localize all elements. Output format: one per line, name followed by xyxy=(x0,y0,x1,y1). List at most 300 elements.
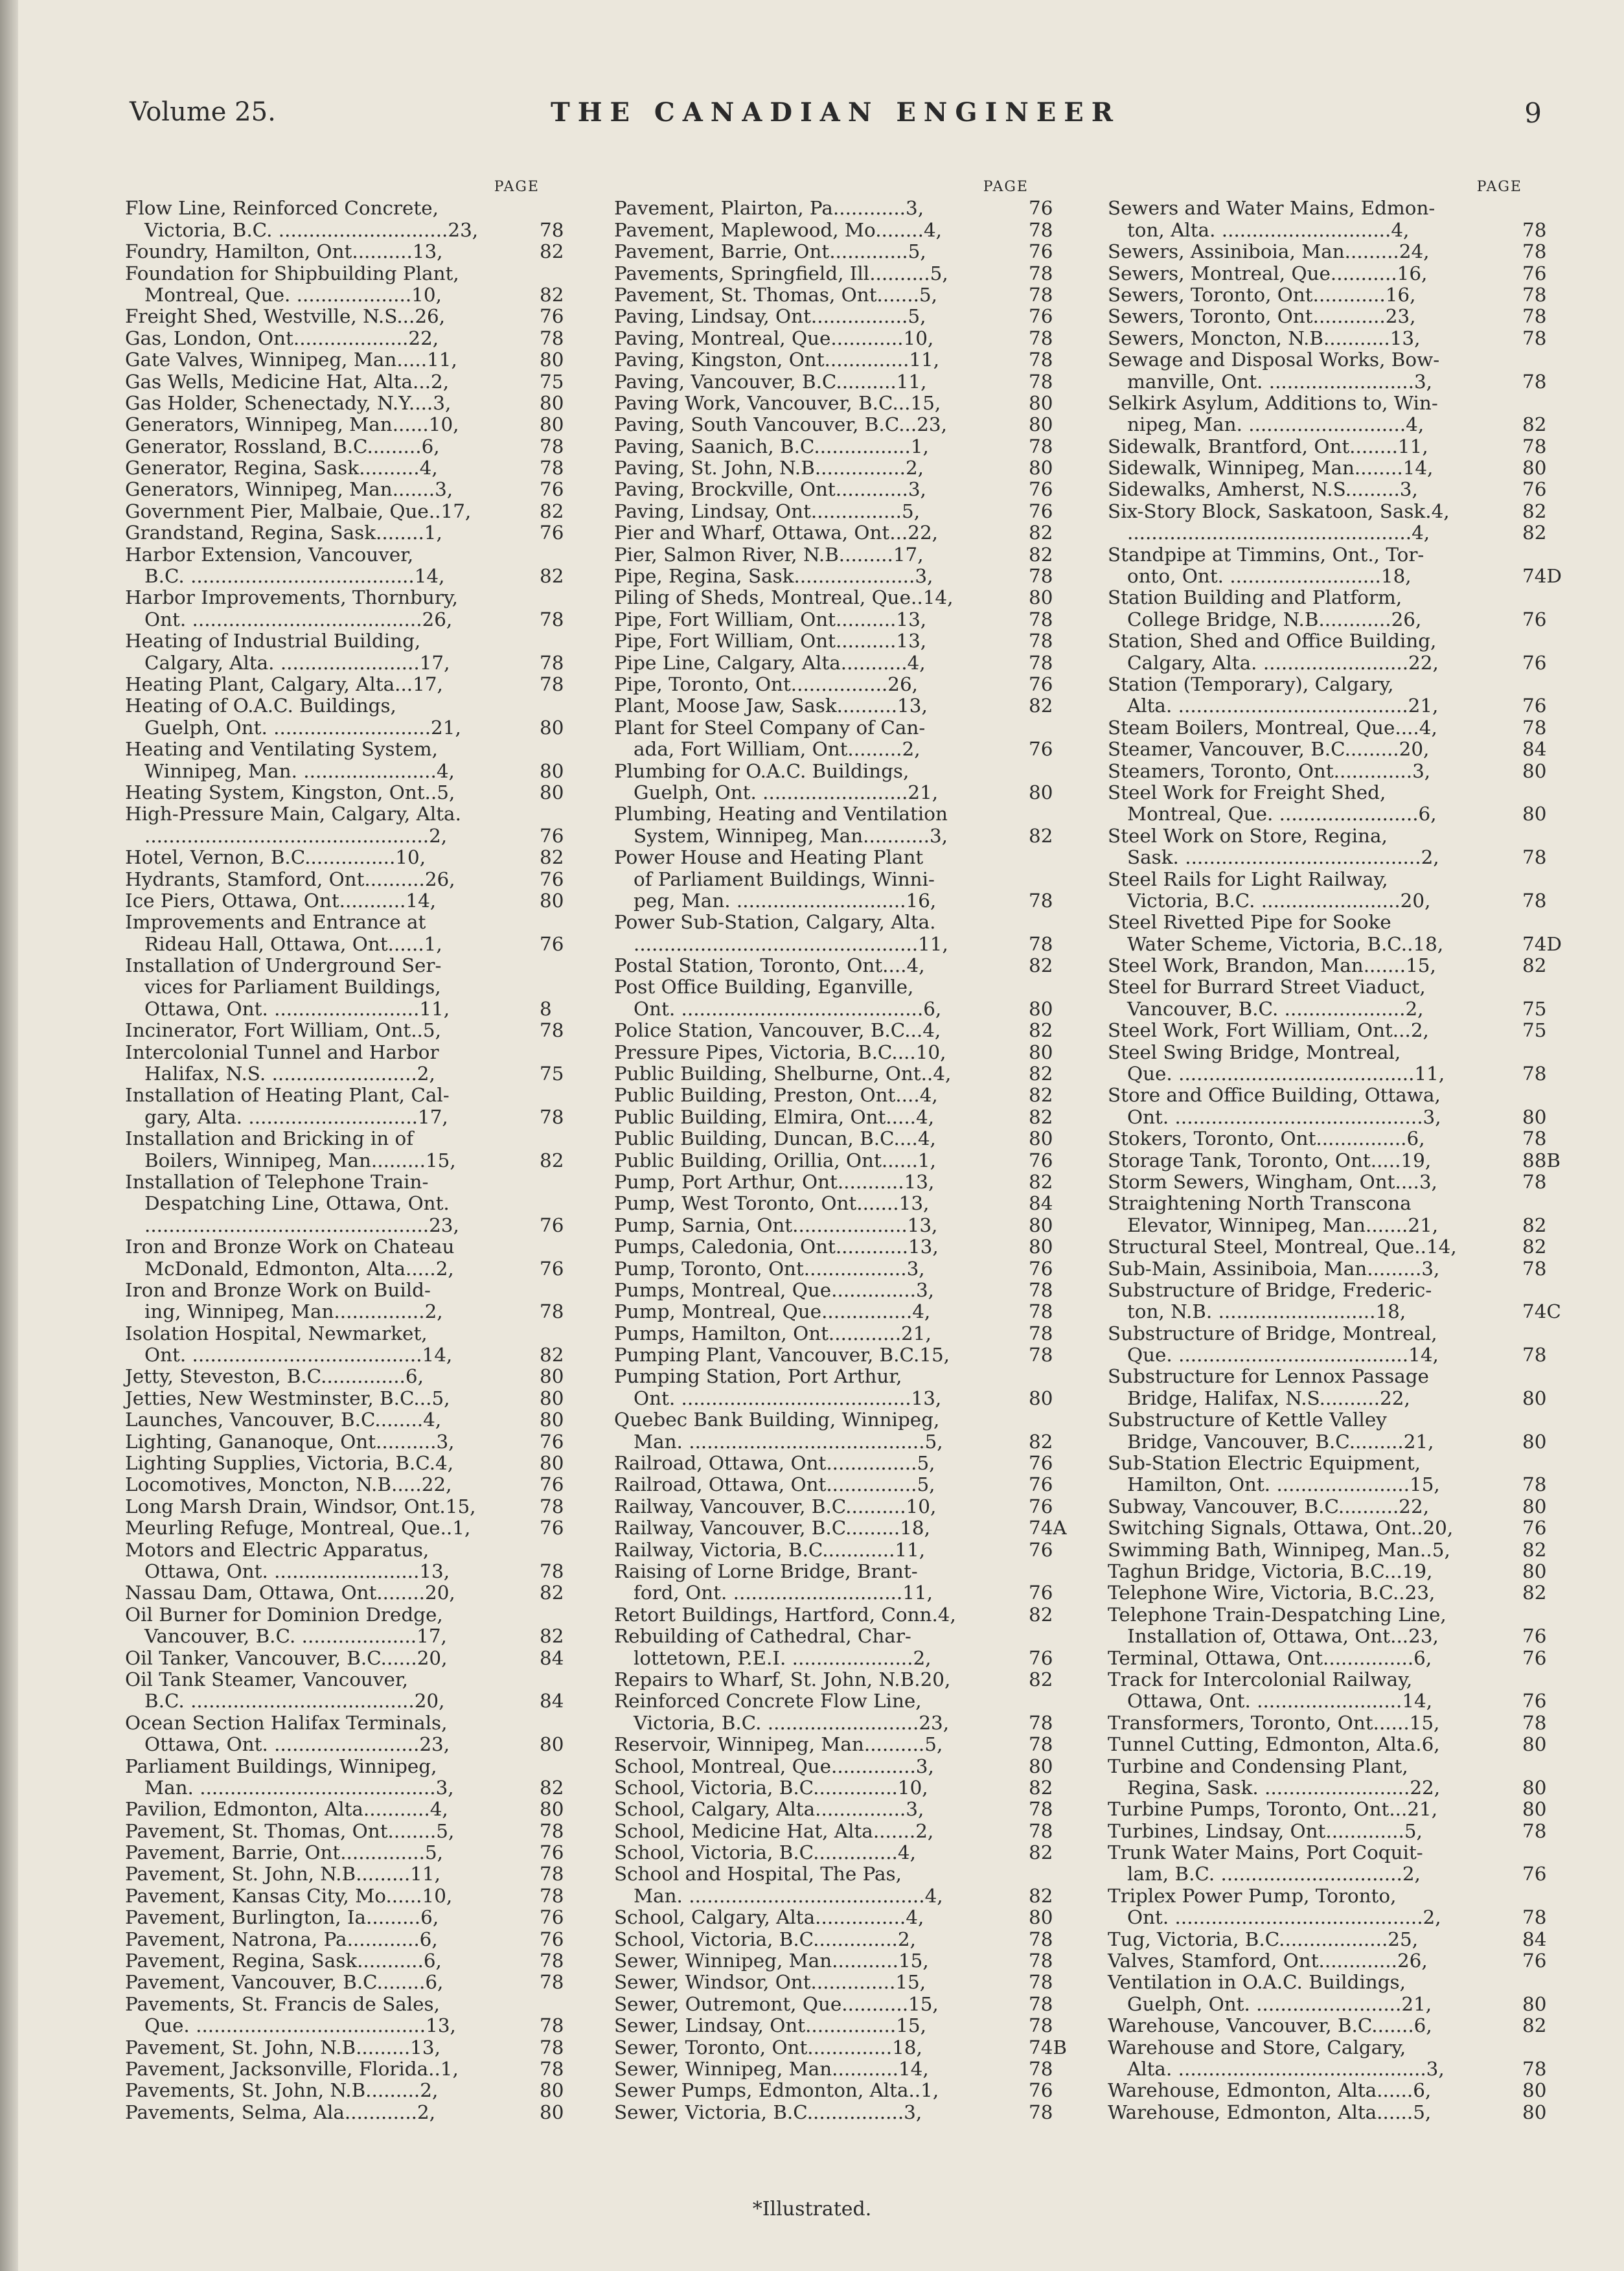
index-entry-line xyxy=(125,1453,578,1474)
entry-page-number: 80 xyxy=(540,1409,564,1431)
entry-text: Locomotives, Moncton, N.B.....22, xyxy=(125,1473,452,1496)
index-entry-line xyxy=(614,522,1068,544)
entry-page-number: 82 xyxy=(1029,824,1053,847)
index-entry-line xyxy=(614,825,1068,847)
index-entry-line xyxy=(614,1301,1068,1322)
index-entry-line xyxy=(125,436,578,457)
entry-page-number: 82 xyxy=(1029,1668,1053,1690)
index-entry-line xyxy=(614,1648,1068,1669)
entry-page-number: 78 xyxy=(540,435,564,457)
entry-text: Hamilton, Ont. ......................15, xyxy=(1127,1473,1440,1496)
entry-page-number: 78 xyxy=(1029,2057,1053,2080)
entry-text: Power House and Heating Plant xyxy=(614,846,924,869)
entry-page-number: 76 xyxy=(540,522,564,544)
index-entry-line xyxy=(125,934,578,955)
entry-text: Pier, Salmon River, N.B.........17, xyxy=(614,543,924,566)
entry-text: Paving, Montreal, Que............10, xyxy=(614,327,934,349)
index-entry-line xyxy=(125,1929,578,1950)
entry-page-number: 80 xyxy=(1522,1495,1547,1517)
index-entry-line xyxy=(1108,1712,1561,1734)
entry-text: Police Station, Vancouver, B.C...4, xyxy=(614,1019,941,1042)
entry-page-number: 78 xyxy=(1522,889,1547,912)
entry-page-number: 82 xyxy=(540,1776,564,1799)
entry-page-number: 76 xyxy=(1029,1149,1053,1171)
index-entry-line xyxy=(1108,1950,1561,1972)
entry-text: Sewer, Winnipeg, Man...........15, xyxy=(614,1950,929,1972)
entry-page-number: 78 xyxy=(540,673,564,695)
index-entry-line xyxy=(1108,1474,1561,1495)
entry-page-number: 78 xyxy=(540,2057,564,2080)
index-entry-line xyxy=(1108,717,1561,739)
entry-page-number: 82 xyxy=(1029,695,1053,717)
index-entry-line xyxy=(125,1604,578,1626)
entry-text: Pipe, Fort William, Ont..........13, xyxy=(614,608,927,630)
entry-page-number: 76 xyxy=(1522,608,1547,630)
index-entry-line xyxy=(1108,1648,1561,1669)
index-entry-line xyxy=(614,284,1068,306)
entry-text: Transformers, Toronto, Ont......15, xyxy=(1108,1711,1440,1734)
entry-text: Ottawa, Ont. ........................14, xyxy=(1127,1690,1433,1712)
entry-text: Pump, Sarnia, Ont...................13, xyxy=(614,1214,938,1236)
entry-text: Ont. ......................................26, xyxy=(144,608,453,630)
entry-text: Steel Work, Fort William, Ont...2, xyxy=(1108,1019,1429,1042)
index-column-3 xyxy=(1108,176,1561,2123)
index-entry-line xyxy=(125,1863,578,1885)
index-entry-line xyxy=(125,1215,578,1236)
index-entry-line xyxy=(1108,761,1561,782)
index-entry-line xyxy=(1108,1539,1561,1561)
entry-text: Steam Boilers, Montreal, Que....4, xyxy=(1108,716,1437,739)
entry-page-number: 76 xyxy=(1029,673,1053,695)
entry-text: onto, Ont. .........................18, xyxy=(1127,565,1412,588)
entry-page-number: 76 xyxy=(540,1430,564,1453)
entry-text: Plant for Steel Company of Can- xyxy=(614,716,926,739)
entry-text: Sewers and Water Mains, Edmon- xyxy=(1108,197,1435,220)
entry-text: Incinerator, Fort William, Ont..5, xyxy=(125,1019,441,1042)
entry-page-number: 76 xyxy=(1029,738,1053,761)
index-entry-line xyxy=(1108,652,1561,674)
index-entry-line xyxy=(125,1301,578,1322)
index-entry-line xyxy=(125,284,578,306)
index-entry-line xyxy=(1108,934,1561,955)
page-header xyxy=(130,97,1542,143)
index-entry-line xyxy=(614,328,1068,349)
index-entry-line xyxy=(1108,1409,1561,1431)
entry-text: Flow Line, Reinforced Concrete, xyxy=(125,197,439,220)
entry-text: Bridge, Halifax, N.S..........22, xyxy=(1127,1387,1410,1409)
index-entry-line xyxy=(125,220,578,241)
entry-page-number: 78 xyxy=(1522,1906,1547,1929)
entry-text: Man. .......................................4, xyxy=(634,1884,943,1907)
entry-text: Track for Intercolonial Railway, xyxy=(1108,1668,1413,1690)
index-entry-line xyxy=(614,457,1068,479)
entry-page-number: 78 xyxy=(540,457,564,479)
entry-page-number: 76 xyxy=(540,305,564,328)
entry-text: Ottawa, Ont. ........................11, xyxy=(144,997,450,1020)
index-entry-line xyxy=(125,2037,578,2058)
index-entry-line xyxy=(1108,695,1561,717)
entry-text: ton, N.B. ..........................18, xyxy=(1127,1300,1406,1323)
entry-text: Despatching Line, Ottawa, Ont. xyxy=(144,1192,450,1215)
entry-text: Station Building and Platform, xyxy=(1108,586,1402,609)
entry-page-number: 76 xyxy=(1522,1646,1547,1669)
entry-text: Pipe, Toronto, Ont................26, xyxy=(614,673,919,695)
entry-text: Halifax, N.S. ........................2, xyxy=(144,1063,435,1085)
index-entry-line xyxy=(125,414,578,435)
entry-text: Raising of Lorne Bridge, Brant- xyxy=(614,1560,918,1582)
entry-text: Paving, Kingston, Ont..............11, xyxy=(614,349,940,371)
index-entry-line xyxy=(125,198,578,219)
index-entry-line xyxy=(614,1366,1068,1387)
entry-page-number: 80 xyxy=(1522,1733,1547,1756)
entry-text: School and Hospital, The Pas, xyxy=(614,1863,902,1885)
entry-page-number: 76 xyxy=(1522,1690,1547,1712)
index-entry-line xyxy=(614,1626,1068,1647)
entry-text: Man. .......................................3, xyxy=(144,1776,454,1799)
entry-page-number: 80 xyxy=(540,1733,564,1756)
entry-text: Calgary, Alta. .......................17, xyxy=(144,651,450,674)
entry-text: Standpipe at Timmins, Ont., Tor- xyxy=(1108,543,1424,566)
entry-page-number: 78 xyxy=(1029,565,1053,588)
entry-page-number: 88B xyxy=(1522,1149,1561,1171)
entry-text: Vancouver, B.C. ....................2, xyxy=(1127,997,1424,1020)
index-entry-line xyxy=(1108,1842,1561,1863)
index-entry-line xyxy=(614,2015,1068,2036)
entry-text: Pavement, Barrie, Ont.............5, xyxy=(614,240,926,263)
entry-text: Pavement, Kansas City, Mo......10, xyxy=(125,1884,453,1907)
index-entry-line xyxy=(1108,284,1561,306)
index-entry-line xyxy=(1108,847,1561,868)
entry-text: McDonald, Edmonton, Alta.....2, xyxy=(144,1257,454,1280)
entry-page-number: 80 xyxy=(1029,1236,1053,1258)
entry-text: Installation and Bricking in of xyxy=(125,1127,414,1150)
index-entry-line xyxy=(125,630,578,652)
entry-text: ...............................................2, xyxy=(144,824,448,847)
entry-page-number: 76 xyxy=(540,1257,564,1280)
entry-page-number: 76 xyxy=(1522,651,1547,674)
index-entry-line xyxy=(614,1907,1068,1928)
journal-title: THE CANADIAN ENGINEER xyxy=(550,97,1121,128)
index-entry-line xyxy=(614,1669,1068,1690)
entry-page-number: 80 xyxy=(1522,2079,1547,2102)
entry-text: Long Marsh Drain, Windsor, Ont.15, xyxy=(125,1495,476,1517)
entry-page-number: 80 xyxy=(540,1365,564,1388)
entry-text: Pipe Line, Calgary, Alta...........4, xyxy=(614,651,926,674)
index-entry-line xyxy=(1108,1388,1561,1409)
page-column-heading: PAGE xyxy=(983,179,1029,195)
entry-text: Boilers, Winnipeg, Man.........15, xyxy=(144,1149,456,1171)
index-entry-line xyxy=(125,1972,578,1993)
entry-text: Foundation for Shipbuilding Plant, xyxy=(125,262,459,284)
index-entry-line xyxy=(125,2102,578,2123)
entry-text: Regina, Sask. ........................22, xyxy=(1127,1776,1441,1799)
index-entry-line xyxy=(1108,1431,1561,1453)
entry-page-number: 78 xyxy=(540,1950,564,1972)
entry-text: Pavement, Regina, Sask...........6, xyxy=(125,1950,442,1972)
entry-text: Pavements, St. Francis de Sales, xyxy=(125,1992,440,2015)
entry-text: Trunk Water Mains, Port Coquit- xyxy=(1108,1841,1423,1864)
entry-text: Paving, St. John, N.B...............2, xyxy=(614,457,924,479)
entry-page-number: 76 xyxy=(1029,240,1053,263)
index-entry-line xyxy=(614,890,1068,912)
entry-text: Railway, Vancouver, B.C.........18, xyxy=(614,1517,930,1539)
entry-text: Pavement, St. Thomas, Ont........5, xyxy=(125,1819,455,1842)
index-entry-line xyxy=(125,761,578,782)
index-entry-line xyxy=(614,566,1068,587)
index-entry-line xyxy=(614,1474,1068,1495)
entry-text: Paving, South Vancouver, B.C...23, xyxy=(614,413,947,436)
index-entry-line xyxy=(1108,1496,1561,1517)
index-entry-line xyxy=(1108,241,1561,262)
index-entry-line xyxy=(614,198,1068,219)
entry-page-number: 78 xyxy=(1029,370,1053,393)
entry-text: Oil Burner for Dominion Dredge, xyxy=(125,1603,443,1626)
entry-text: System, Winnipeg, Man...........3, xyxy=(634,824,948,847)
index-entry-line xyxy=(125,1366,578,1387)
index-entry-line xyxy=(1108,1193,1561,1214)
entry-text: Oil Tank Steamer, Vancouver, xyxy=(125,1668,409,1690)
index-entry-line xyxy=(125,976,578,998)
index-entry-line xyxy=(1108,328,1561,349)
entry-text: Sask. .......................................2, xyxy=(1127,846,1439,869)
index-entry-line xyxy=(614,1777,1068,1799)
entry-page-number: 78 xyxy=(540,1971,564,1994)
index-entry-line xyxy=(614,1085,1068,1106)
index-entry-line xyxy=(614,1582,1068,1604)
index-entry-line xyxy=(125,1777,578,1799)
entry-text: Quebec Bank Building, Winnipeg, xyxy=(614,1409,940,1431)
index-entry-line xyxy=(1108,1669,1561,1690)
index-entry-line xyxy=(614,1236,1068,1258)
entry-page-number: 80 xyxy=(1029,997,1053,1020)
index-entry-line xyxy=(614,349,1068,371)
entry-text: Guelph, Ont. ........................21, xyxy=(634,781,939,803)
entry-page-number: 80 xyxy=(1029,1214,1053,1236)
entry-text: lam, B.C. ..............................2, xyxy=(1127,1863,1421,1885)
entry-text: Sewer, Victoria, B.C................3, xyxy=(614,2101,922,2123)
entry-page-number: 82 xyxy=(1029,1105,1053,1128)
entry-text: Railroad, Ottawa, Ont...............5, xyxy=(614,1473,935,1496)
entry-page-number: 78 xyxy=(540,1300,564,1323)
entry-text: Sub-Station Electric Equipment, xyxy=(1108,1452,1421,1475)
entry-page-number: 78 xyxy=(1029,1798,1053,1821)
index-entry-line xyxy=(125,1669,578,1690)
entry-text: Generators, Winnipeg, Man......10, xyxy=(125,413,459,436)
index-entry-line xyxy=(614,1604,1068,1626)
index-entry-line xyxy=(1108,1799,1561,1820)
entry-page-number: 80 xyxy=(1029,781,1053,803)
entry-page-number: 82 xyxy=(1522,413,1547,436)
entry-text: Steel Rivetted Pipe for Sooke xyxy=(1108,911,1391,934)
entry-text: ton, Alta. ............................4, xyxy=(1127,218,1410,241)
index-entry-line xyxy=(1108,1323,1561,1344)
entry-page-number: 78 xyxy=(540,1884,564,1907)
index-entry-line xyxy=(125,1756,578,1777)
entry-page-number: 80 xyxy=(1522,2101,1547,2123)
entry-page-number: 82 xyxy=(540,283,564,306)
entry-text: Guelph, Ont. ..........................21, xyxy=(144,716,461,739)
entry-page-number: 78 xyxy=(1029,435,1053,457)
index-entry-line xyxy=(614,1756,1068,1777)
index-entry-line xyxy=(1108,1063,1561,1085)
entry-page-number: 78 xyxy=(1522,1257,1547,1280)
entry-page-number: 80 xyxy=(1029,1041,1053,1063)
entry-text: Alta. ......................................21, xyxy=(1127,695,1439,717)
index-entry-line xyxy=(614,544,1068,566)
entry-text: Sewer, Toronto, Ont..............18, xyxy=(614,2036,922,2058)
index-entry-line xyxy=(125,1323,578,1344)
entry-text: Retort Buildings, Hartford, Conn.4, xyxy=(614,1603,956,1626)
entry-page-number: 78 xyxy=(1522,846,1547,869)
entry-page-number: 76 xyxy=(1522,1517,1547,1539)
entry-text: Man. .......................................5, xyxy=(634,1430,943,1453)
entry-text: Gate Valves, Winnipeg, Man.....11, xyxy=(125,349,457,371)
index-entry-line xyxy=(614,1972,1068,1993)
index-entry-line xyxy=(125,1648,578,1669)
entry-text: Sidewalks, Amherst, N.S.........3, xyxy=(1108,478,1418,501)
index-entry-line xyxy=(1108,479,1561,500)
entry-page-number: 80 xyxy=(1522,1560,1547,1582)
entry-page-number: 78 xyxy=(540,1863,564,1885)
index-entry-line xyxy=(1108,1907,1561,1928)
entry-text: Steel Rails for Light Railway, xyxy=(1108,868,1388,890)
entry-page-number: 80 xyxy=(1522,759,1547,782)
entry-text: Storm Sewers, Wingham, Ont....3, xyxy=(1108,1170,1437,1193)
index-entry-line xyxy=(125,1582,578,1604)
entry-page-number: 76 xyxy=(540,1928,564,1950)
entry-page-number: 80 xyxy=(1522,803,1547,825)
entry-page-number: 80 xyxy=(1522,457,1547,479)
index-entry-line xyxy=(125,2080,578,2101)
entry-page-number: 76 xyxy=(1522,1950,1547,1972)
entry-page-number: 78 xyxy=(540,1560,564,1582)
index-entry-line xyxy=(614,1453,1068,1474)
entry-text: Steamer, Vancouver, B.C.........20, xyxy=(1108,738,1430,761)
index-entry-line xyxy=(125,1885,578,1907)
entry-text: Railway, Victoria, B.C............11, xyxy=(614,1538,926,1561)
entry-page-number: 82 xyxy=(1522,1236,1547,1258)
index-entry-line xyxy=(1108,1215,1561,1236)
entry-text: Lighting Supplies, Victoria, B.C.4, xyxy=(125,1452,454,1475)
index-entry-line xyxy=(1108,1171,1561,1193)
index-entry-line xyxy=(1108,1756,1561,1777)
index-entry-line xyxy=(614,436,1068,457)
entry-page-number: 76 xyxy=(540,1214,564,1236)
index-entry-line xyxy=(1108,566,1561,587)
entry-page-number: 78 xyxy=(1522,1711,1547,1734)
index-entry-line xyxy=(1108,1734,1561,1755)
entry-page-number: 78 xyxy=(1522,327,1547,349)
entry-text: Six-Story Block, Saskatoon, Sask.4, xyxy=(1108,500,1450,522)
entry-page-number: 82 xyxy=(1029,1063,1053,1085)
entry-text: Pipe, Regina, Sask....................3, xyxy=(614,565,933,588)
index-entry-line xyxy=(1108,782,1561,803)
index-entry-line xyxy=(614,2037,1068,2058)
entry-text: nipeg, Man. ..........................4, xyxy=(1127,413,1424,436)
entry-page-number: 75 xyxy=(540,1063,564,1085)
index-entry-line xyxy=(614,2058,1068,2080)
entry-page-number: 78 xyxy=(1522,218,1547,241)
index-entry-line xyxy=(614,652,1068,674)
index-entry-line xyxy=(125,1994,578,2015)
entry-text: Paving, Lindsay, Ont................5, xyxy=(614,305,926,328)
index-entry-line xyxy=(125,1042,578,1063)
entry-text: Generators, Winnipeg, Man.......3, xyxy=(125,478,453,501)
entry-text: Pavement, St. John, N.B.........11, xyxy=(125,1863,440,1885)
entry-page-number: 78 xyxy=(1029,1971,1053,1994)
entry-page-number: 78 xyxy=(1029,2014,1053,2037)
index-entry-line xyxy=(125,869,578,890)
entry-text: Valves, Stamford, Ont.............26, xyxy=(1108,1950,1428,1972)
index-entry-line xyxy=(614,1431,1068,1453)
entry-text: Isolation Hospital, Newmarket, xyxy=(125,1322,428,1344)
index-entry-line xyxy=(125,1236,578,1258)
entry-text: Sidewalk, Brantford, Ont........11, xyxy=(1108,435,1428,457)
entry-text: Oil Tanker, Vancouver, B.C......20, xyxy=(125,1646,448,1669)
entry-text: lottetown, P.E.I. ....................2, xyxy=(634,1646,932,1669)
entry-text: ...............................................23, xyxy=(144,1214,459,1236)
entry-text: Launches, Vancouver, B.C........4, xyxy=(125,1409,442,1431)
entry-text: Sewers, Toronto, Ont............16, xyxy=(1108,283,1416,306)
entry-page-number: 76 xyxy=(1029,1646,1053,1669)
entry-page-number: 82 xyxy=(540,1344,564,1366)
entry-text: Subway, Vancouver, B.C..........22, xyxy=(1108,1495,1430,1517)
entry-text: Steel Work on Store, Regina, xyxy=(1108,824,1388,847)
entry-text: Sewers, Montreal, Que...........16, xyxy=(1108,262,1428,284)
entry-text: Substructure of Kettle Valley xyxy=(1108,1409,1387,1431)
entry-page-number: 80 xyxy=(1029,457,1053,479)
entry-page-number: 78 xyxy=(1029,889,1053,912)
entry-text: Piling of Sheds, Montreal, Que..14, xyxy=(614,586,954,609)
entry-page-number: 80 xyxy=(1029,1906,1053,1929)
index-entry-line xyxy=(1108,1236,1561,1258)
entry-page-number: 76 xyxy=(1522,478,1547,501)
entry-page-number: 80 xyxy=(540,781,564,803)
index-entry-line xyxy=(614,1994,1068,2015)
entry-page-number: 76 xyxy=(1029,1495,1053,1517)
index-entry-line xyxy=(1108,739,1561,760)
index-entry-line xyxy=(614,1929,1068,1950)
entry-page-number: 82 xyxy=(1029,1430,1053,1453)
entry-page-number: 82 xyxy=(1522,500,1547,522)
entry-text: Ottawa, Ont. ........................23, xyxy=(144,1733,450,1756)
index-entry-line xyxy=(1108,630,1561,652)
entry-text: Pavement, Barrie, Ont..............5, xyxy=(125,1841,444,1864)
entry-text: Steel Work for Freight Shed, xyxy=(1108,781,1386,803)
entry-text: Pavements, St. John, N.B.........2, xyxy=(125,2079,439,2102)
entry-page-number: 82 xyxy=(1029,1170,1053,1193)
entry-text: Bridge, Vancouver, B.C.........21, xyxy=(1127,1430,1434,1453)
index-entry-line xyxy=(125,1690,578,1712)
entry-text: Iron and Bronze Work on Chateau xyxy=(125,1236,455,1258)
index-entry-line xyxy=(614,306,1068,327)
entry-page-number: 80 xyxy=(1029,1387,1053,1409)
index-entry-line xyxy=(1108,803,1561,825)
index-entry-line xyxy=(1108,349,1561,371)
entry-text: Lighting, Gananoque, Ont..........3, xyxy=(125,1430,455,1453)
entry-page-number: 76 xyxy=(1029,1538,1053,1561)
index-entry-line xyxy=(614,1690,1068,1712)
index-entry-line xyxy=(125,1950,578,1972)
index-entry-line xyxy=(1108,1929,1561,1950)
index-entry-line xyxy=(614,1561,1068,1582)
index-entry-line xyxy=(125,1344,578,1366)
entry-text: Freight Shed, Westville, N.S...26, xyxy=(125,305,446,328)
index-entry-line xyxy=(614,695,1068,717)
entry-text: Ont. .........................................2, xyxy=(1127,1906,1441,1929)
entry-page-number: 76 xyxy=(1029,197,1053,220)
entry-page-number: 78 xyxy=(1522,1127,1547,1150)
